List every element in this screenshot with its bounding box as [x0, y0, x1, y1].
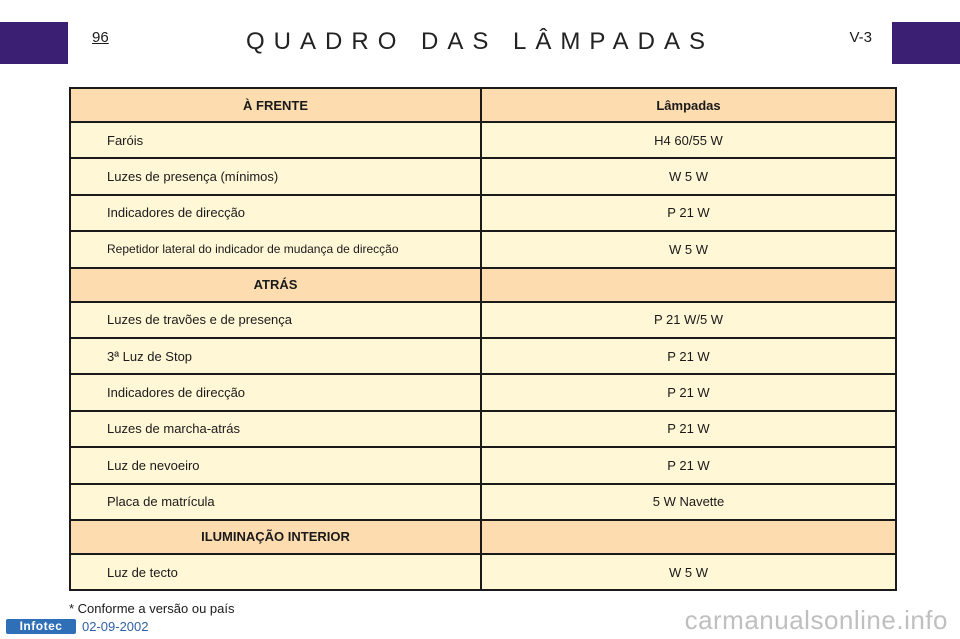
section-header-interior	[70, 520, 896, 554]
row-value: W 5 W	[481, 231, 896, 267]
row-label: Repetidor lateral do indicador de mudança de direcção	[70, 231, 481, 267]
table-row	[70, 122, 896, 158]
row-value: P 21 W	[481, 374, 896, 410]
table-row	[70, 231, 896, 267]
section-code: V-3	[849, 29, 872, 46]
section-heading: ILUMINAÇÃO INTERIOR	[70, 520, 481, 554]
row-value: P 21 W	[481, 195, 896, 231]
table-row	[70, 554, 896, 590]
table-row	[70, 195, 896, 231]
row-value: W 5 W	[481, 158, 896, 194]
row-label: Faróis	[70, 122, 481, 158]
table-row	[70, 374, 896, 410]
row-value: H4 60/55 W	[481, 122, 896, 158]
section-header-front	[70, 88, 896, 122]
row-label: Luzes de travões e de presença	[70, 302, 481, 338]
row-value: P 21 W	[481, 447, 896, 483]
row-value: P 21 W/5 W	[481, 302, 896, 338]
page-number: 96	[92, 29, 109, 46]
row-value: 5 W Navette	[481, 484, 896, 520]
document-date: 02-09-2002	[82, 619, 149, 634]
page-title: QUADRO DAS LÂMPADAS	[246, 28, 714, 55]
row-label: Luzes de presença (mínimos)	[70, 158, 481, 194]
row-label: Placa de matrícula	[70, 484, 481, 520]
section-heading: ATRÁS	[70, 268, 481, 302]
section-header-rear	[70, 268, 896, 302]
table-row	[70, 338, 896, 374]
section-heading-right	[481, 520, 896, 554]
section-heading-right	[481, 268, 896, 302]
row-label: Indicadores de direcção	[70, 374, 481, 410]
column-heading-lamps: Lâmpadas	[481, 88, 896, 122]
row-value: W 5 W	[481, 554, 896, 590]
footnote: * Conforme a versão ou país	[69, 601, 235, 616]
row-label: Luz de nevoeiro	[70, 447, 481, 483]
section-heading: À FRENTE	[70, 88, 481, 122]
lamp-table	[69, 87, 897, 591]
row-value: P 21 W	[481, 411, 896, 447]
table-row	[70, 158, 896, 194]
table-row	[70, 411, 896, 447]
row-label: Indicadores de direcção	[70, 195, 481, 231]
table-row	[70, 302, 896, 338]
table-row	[70, 447, 896, 483]
row-label: 3ª Luz de Stop	[70, 338, 481, 374]
row-label: Luz de tecto	[70, 554, 481, 590]
watermark: carmanualsonline.info	[684, 605, 948, 635]
table-row	[70, 484, 896, 520]
row-label: Luzes de marcha-atrás	[70, 411, 481, 447]
infotec-logo: Infotec	[6, 619, 76, 634]
row-value: P 21 W	[481, 338, 896, 374]
